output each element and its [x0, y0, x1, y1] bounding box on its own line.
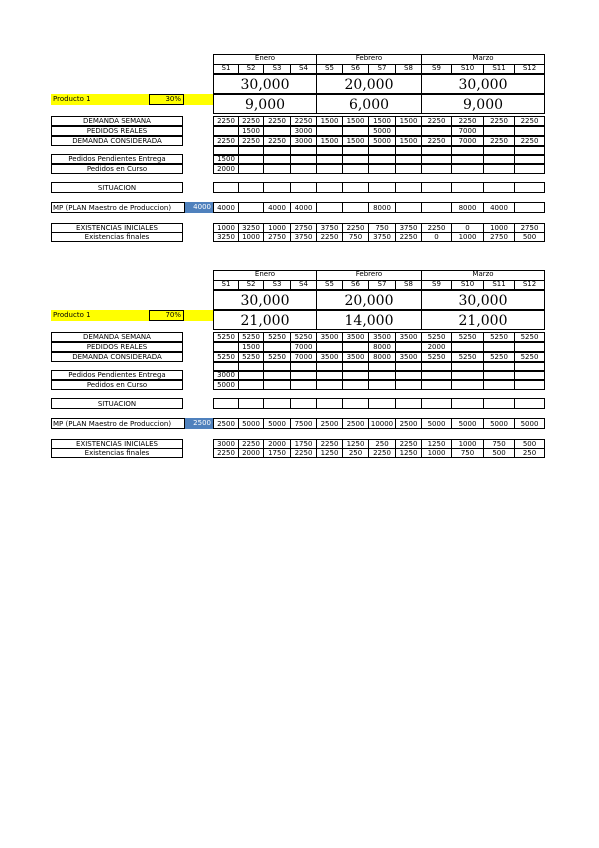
- data-cell: 1000: [238, 232, 264, 242]
- mp-label: MP (PLAN Maestro de Produccion): [51, 202, 185, 213]
- data-cell: [290, 380, 317, 390]
- data-cell: [238, 370, 264, 380]
- mp-cell: 5000: [483, 418, 515, 429]
- data-cell: 2250: [421, 223, 452, 233]
- empty-cell: [395, 398, 422, 409]
- data-cell: 2250: [263, 136, 291, 146]
- data-cell: [483, 342, 515, 352]
- row-label: Pedidos en Curso: [51, 164, 183, 174]
- data-cell: 1000: [483, 223, 515, 233]
- mp-cell: [514, 202, 545, 213]
- mp-value: 4000: [185, 202, 213, 213]
- mp-cell: 2500: [395, 418, 422, 429]
- data-cell: 2000: [238, 448, 264, 458]
- empty-cell: [213, 398, 239, 409]
- data-cell: [368, 164, 396, 174]
- mp-cell: 2500: [316, 418, 343, 429]
- data-cell: 750: [483, 439, 515, 449]
- situacion-label: SITUACION: [51, 182, 183, 193]
- row-label: Pedidos Pendientes Entrega: [51, 154, 183, 164]
- data-cell: 3500: [316, 332, 343, 342]
- data-cell: 2250: [421, 116, 452, 126]
- data-cell: 5250: [238, 332, 264, 342]
- data-cell: 1250: [342, 439, 369, 449]
- data-cell: 2250: [451, 116, 484, 126]
- data-cell: 1250: [316, 448, 343, 458]
- row-label: PEDIDOS REALES: [51, 342, 183, 352]
- data-cell: [263, 380, 291, 390]
- data-cell: [290, 154, 317, 164]
- data-cell: [514, 380, 545, 390]
- data-cell: 2250: [238, 116, 264, 126]
- row-label: EXISTENCIAS INICIALES: [51, 223, 183, 233]
- row-label: PEDIDOS REALES: [51, 126, 183, 136]
- data-cell: 3750: [368, 232, 396, 242]
- data-cell: 1500: [342, 116, 369, 126]
- data-cell: 0: [451, 223, 484, 233]
- data-cell: 3500: [395, 332, 422, 342]
- empty-cell: [342, 398, 369, 409]
- month-header: Enero: [213, 270, 317, 280]
- data-cell: [451, 164, 484, 174]
- data-cell: [368, 154, 396, 164]
- week-header: S10: [451, 64, 484, 74]
- empty-cell: [451, 398, 484, 409]
- data-cell: 2250: [483, 116, 515, 126]
- month-header: Enero: [213, 54, 317, 64]
- week-header: S4: [290, 64, 317, 74]
- month-share: 21,000: [421, 310, 545, 330]
- month-total: 30,000: [421, 290, 545, 310]
- data-cell: [368, 380, 396, 390]
- data-cell: 5250: [483, 352, 515, 362]
- month-total: 30,000: [213, 290, 317, 310]
- week-header: S2: [238, 280, 264, 290]
- data-cell: 5000: [368, 126, 396, 136]
- data-cell: 7000: [290, 352, 317, 362]
- month-share: 14,000: [316, 310, 422, 330]
- data-cell: [342, 370, 369, 380]
- month-share: 21,000: [213, 310, 317, 330]
- data-cell: 2250: [421, 136, 452, 146]
- mp-cell: 2500: [213, 418, 239, 429]
- data-cell: 2750: [514, 223, 545, 233]
- data-cell: [263, 154, 291, 164]
- empty-cell: [395, 182, 422, 193]
- mp-cell: 5000: [238, 418, 264, 429]
- data-cell: [342, 342, 369, 352]
- product-label: Producto 1: [51, 94, 213, 105]
- data-cell: 2250: [238, 136, 264, 146]
- data-cell: 2250: [514, 136, 545, 146]
- data-cell: 5250: [213, 352, 239, 362]
- week-header: S10: [451, 280, 484, 290]
- data-cell: 1750: [263, 448, 291, 458]
- data-cell: 3000: [213, 439, 239, 449]
- mp-cell: [395, 202, 422, 213]
- data-cell: [514, 370, 545, 380]
- data-cell: [395, 370, 422, 380]
- data-cell: 2250: [316, 439, 343, 449]
- empty-cell: [368, 398, 396, 409]
- data-cell: 2250: [213, 448, 239, 458]
- month-header: Marzo: [421, 270, 545, 280]
- month-header: Febrero: [316, 54, 422, 64]
- data-cell: [451, 380, 484, 390]
- row-label: EXISTENCIAS INICIALES: [51, 439, 183, 449]
- row-label: Existencias finales: [51, 232, 183, 242]
- data-cell: 7000: [451, 136, 484, 146]
- mp-cell: 4000: [483, 202, 515, 213]
- data-cell: [316, 380, 343, 390]
- data-cell: 1500: [316, 116, 343, 126]
- data-cell: 1000: [451, 439, 484, 449]
- data-cell: 5250: [421, 332, 452, 342]
- data-cell: [316, 370, 343, 380]
- data-cell: [263, 342, 291, 352]
- empty-cell: [483, 182, 515, 193]
- data-cell: [395, 164, 422, 174]
- data-cell: [395, 126, 422, 136]
- data-cell: 3500: [342, 332, 369, 342]
- data-cell: [316, 164, 343, 174]
- data-cell: 1500: [238, 126, 264, 136]
- week-header: S7: [368, 64, 396, 74]
- data-cell: 7000: [290, 342, 317, 352]
- data-cell: 3750: [395, 223, 422, 233]
- data-cell: 5250: [514, 352, 545, 362]
- data-cell: [238, 154, 264, 164]
- data-cell: 1500: [213, 154, 239, 164]
- mp-cell: 5000: [451, 418, 484, 429]
- data-cell: [514, 154, 545, 164]
- mp-label: MP (PLAN Maestro de Produccion): [51, 418, 185, 429]
- week-header: S4: [290, 280, 317, 290]
- data-cell: 5250: [421, 352, 452, 362]
- data-cell: [421, 370, 452, 380]
- data-cell: 1000: [213, 223, 239, 233]
- week-header: S5: [316, 280, 343, 290]
- data-cell: 3000: [290, 136, 317, 146]
- empty-cell: [290, 182, 317, 193]
- month-total: 30,000: [421, 74, 545, 94]
- data-cell: 3500: [368, 332, 396, 342]
- week-header: S1: [213, 64, 239, 74]
- data-cell: 2250: [238, 439, 264, 449]
- data-cell: 2250: [316, 232, 343, 242]
- row-label: DEMANDA CONSIDERADA: [51, 352, 183, 362]
- mp-cell: 5000: [421, 418, 452, 429]
- month-share: 6,000: [316, 94, 422, 114]
- data-cell: 750: [342, 232, 369, 242]
- data-cell: 500: [514, 232, 545, 242]
- mp-cell: 4000: [263, 202, 291, 213]
- data-cell: [290, 164, 317, 174]
- data-cell: 2250: [263, 116, 291, 126]
- data-cell: [213, 342, 239, 352]
- data-cell: [421, 380, 452, 390]
- week-header: S6: [342, 280, 369, 290]
- data-cell: [451, 342, 484, 352]
- data-cell: 1500: [342, 136, 369, 146]
- mp-cell: [421, 202, 452, 213]
- week-header: S6: [342, 64, 369, 74]
- month-total: 20,000: [316, 290, 422, 310]
- data-cell: [342, 154, 369, 164]
- week-header: S11: [483, 64, 515, 74]
- data-cell: 1250: [395, 448, 422, 458]
- data-cell: 5250: [451, 352, 484, 362]
- data-cell: 5250: [213, 332, 239, 342]
- data-cell: [263, 126, 291, 136]
- data-cell: 2000: [263, 439, 291, 449]
- data-cell: 3500: [316, 352, 343, 362]
- mp-cell: [238, 202, 264, 213]
- data-cell: 3750: [290, 232, 317, 242]
- product-label: Producto 1: [51, 310, 213, 321]
- week-header: S7: [368, 280, 396, 290]
- data-cell: 5250: [451, 332, 484, 342]
- data-cell: 5250: [238, 352, 264, 362]
- empty-cell: [316, 398, 343, 409]
- data-cell: [421, 126, 452, 136]
- data-cell: 1500: [395, 136, 422, 146]
- month-total: 20,000: [316, 74, 422, 94]
- data-cell: [316, 126, 343, 136]
- mp-cell: 5000: [263, 418, 291, 429]
- data-cell: [483, 126, 515, 136]
- data-cell: 3500: [342, 352, 369, 362]
- data-cell: 1000: [421, 448, 452, 458]
- data-cell: [316, 342, 343, 352]
- data-cell: 0: [421, 232, 452, 242]
- week-header: S9: [421, 280, 452, 290]
- month-share: 9,000: [213, 94, 317, 114]
- product-percent: 70%: [149, 310, 184, 321]
- week-header: S3: [263, 280, 291, 290]
- data-cell: 3500: [395, 352, 422, 362]
- empty-cell: [451, 182, 484, 193]
- data-cell: [421, 164, 452, 174]
- data-cell: 2250: [213, 116, 239, 126]
- data-cell: 1500: [316, 136, 343, 146]
- data-cell: 2000: [421, 342, 452, 352]
- situacion-label: SITUACION: [51, 398, 183, 409]
- data-cell: 500: [483, 448, 515, 458]
- empty-cell: [514, 398, 545, 409]
- data-cell: [213, 126, 239, 136]
- row-label: DEMANDA SEMANA: [51, 332, 183, 342]
- data-cell: 2250: [514, 116, 545, 126]
- data-cell: 5250: [290, 332, 317, 342]
- data-cell: 750: [451, 448, 484, 458]
- mp-cell: [316, 202, 343, 213]
- row-label: DEMANDA SEMANA: [51, 116, 183, 126]
- product-percent: 30%: [149, 94, 184, 105]
- month-share: 9,000: [421, 94, 545, 114]
- week-header: S11: [483, 280, 515, 290]
- data-cell: 5250: [514, 332, 545, 342]
- empty-cell: [342, 182, 369, 193]
- month-total: 30,000: [213, 74, 317, 94]
- empty-cell: [316, 182, 343, 193]
- month-header: Febrero: [316, 270, 422, 280]
- data-cell: 5250: [263, 352, 291, 362]
- data-cell: [290, 370, 317, 380]
- data-cell: 500: [514, 439, 545, 449]
- mp-cell: 2500: [342, 418, 369, 429]
- data-cell: 1250: [421, 439, 452, 449]
- data-cell: 5000: [213, 380, 239, 390]
- data-cell: [514, 164, 545, 174]
- data-cell: [342, 126, 369, 136]
- empty-cell: [483, 398, 515, 409]
- data-cell: [483, 154, 515, 164]
- data-cell: 5250: [263, 332, 291, 342]
- data-cell: 2750: [263, 232, 291, 242]
- data-cell: 750: [368, 223, 396, 233]
- data-cell: 1750: [290, 439, 317, 449]
- data-cell: 2250: [483, 136, 515, 146]
- data-cell: [395, 342, 422, 352]
- data-cell: [483, 370, 515, 380]
- row-label: Pedidos Pendientes Entrega: [51, 370, 183, 380]
- empty-cell: [368, 182, 396, 193]
- mp-cell: 8000: [451, 202, 484, 213]
- mp-cell: 10000: [368, 418, 396, 429]
- week-header: S5: [316, 64, 343, 74]
- mp-cell: 7500: [290, 418, 317, 429]
- data-cell: [514, 126, 545, 136]
- data-cell: 1000: [451, 232, 484, 242]
- empty-cell: [238, 182, 264, 193]
- data-cell: 3750: [316, 223, 343, 233]
- data-cell: [395, 154, 422, 164]
- mp-cell: 8000: [368, 202, 396, 213]
- data-cell: 2250: [368, 448, 396, 458]
- empty-cell: [263, 182, 291, 193]
- data-cell: [263, 164, 291, 174]
- week-header: S9: [421, 64, 452, 74]
- week-header: S8: [395, 64, 422, 74]
- data-cell: 1500: [368, 116, 396, 126]
- data-cell: [483, 164, 515, 174]
- data-cell: 8000: [368, 352, 396, 362]
- data-cell: 3000: [213, 370, 239, 380]
- data-cell: [395, 380, 422, 390]
- data-cell: [238, 380, 264, 390]
- week-header: S1: [213, 280, 239, 290]
- data-cell: 2000: [213, 164, 239, 174]
- week-header: S2: [238, 64, 264, 74]
- empty-cell: [421, 182, 452, 193]
- data-cell: 5000: [368, 136, 396, 146]
- data-cell: 2750: [483, 232, 515, 242]
- mp-cell: 4000: [213, 202, 239, 213]
- data-cell: [451, 154, 484, 164]
- row-label: DEMANDA CONSIDERADA: [51, 136, 183, 146]
- row-label: Pedidos en Curso: [51, 380, 183, 390]
- mp-value: 2500: [185, 418, 213, 429]
- data-cell: 3250: [213, 232, 239, 242]
- data-cell: 250: [514, 448, 545, 458]
- empty-cell: [213, 182, 239, 193]
- empty-cell: [263, 398, 291, 409]
- data-cell: [238, 164, 264, 174]
- data-cell: 1500: [238, 342, 264, 352]
- data-cell: 250: [342, 448, 369, 458]
- empty-cell: [290, 398, 317, 409]
- mp-cell: 4000: [290, 202, 317, 213]
- data-cell: 1000: [263, 223, 291, 233]
- data-cell: 2250: [342, 223, 369, 233]
- empty-cell: [238, 398, 264, 409]
- data-cell: [368, 370, 396, 380]
- week-header: S12: [514, 280, 545, 290]
- mp-cell: [342, 202, 369, 213]
- week-header: S8: [395, 280, 422, 290]
- week-header: S12: [514, 64, 545, 74]
- data-cell: [451, 370, 484, 380]
- mp-cell: 5000: [514, 418, 545, 429]
- empty-cell: [514, 182, 545, 193]
- data-cell: 2250: [213, 136, 239, 146]
- data-cell: [342, 380, 369, 390]
- data-cell: 250: [368, 439, 396, 449]
- data-cell: [342, 164, 369, 174]
- month-header: Marzo: [421, 54, 545, 64]
- empty-cell: [421, 398, 452, 409]
- data-cell: 2250: [290, 448, 317, 458]
- data-cell: [483, 380, 515, 390]
- data-cell: 5250: [483, 332, 515, 342]
- data-cell: [263, 370, 291, 380]
- data-cell: 8000: [368, 342, 396, 352]
- data-cell: [514, 342, 545, 352]
- data-cell: 3000: [290, 126, 317, 136]
- row-label: Existencias finales: [51, 448, 183, 458]
- data-cell: 2250: [395, 232, 422, 242]
- data-cell: 2250: [395, 439, 422, 449]
- data-cell: 2750: [290, 223, 317, 233]
- data-cell: 7000: [451, 126, 484, 136]
- week-header: S3: [263, 64, 291, 74]
- data-cell: [316, 154, 343, 164]
- data-cell: 3250: [238, 223, 264, 233]
- data-cell: 1500: [395, 116, 422, 126]
- data-cell: [421, 154, 452, 164]
- data-cell: 2250: [290, 116, 317, 126]
